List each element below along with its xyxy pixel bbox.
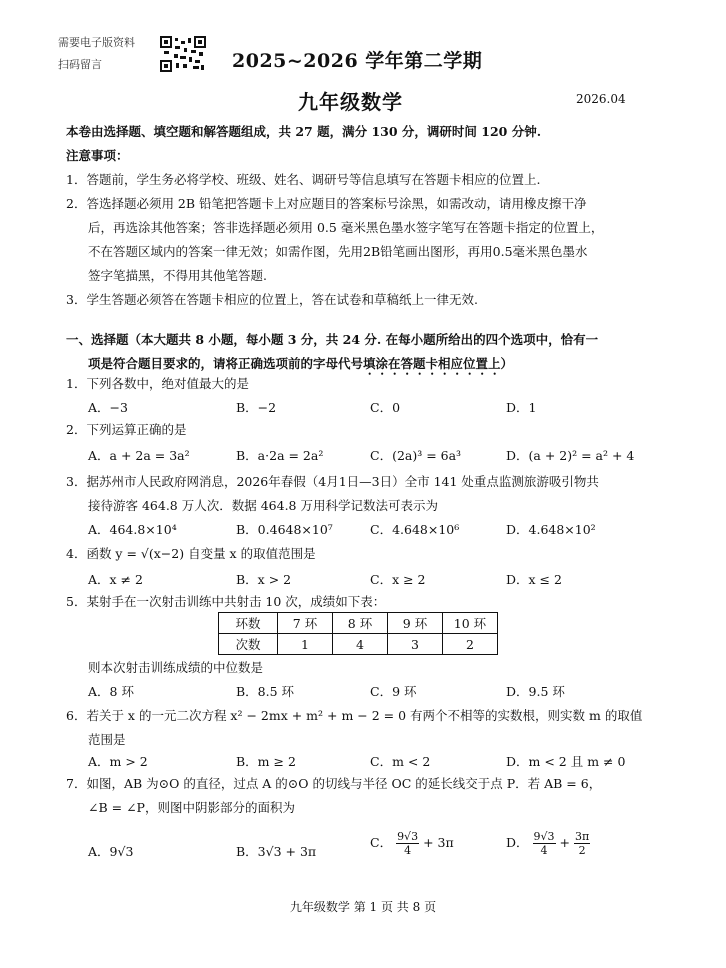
table-header-cell: 8 环 bbox=[333, 613, 388, 634]
q1-option-b[interactable]: B．−2 bbox=[236, 400, 277, 415]
notice-heading: 注意事项： bbox=[66, 148, 129, 163]
fraction-numerator: 9√3 bbox=[533, 830, 555, 843]
question-1-stem: 1．下列各数中，绝对值最大的是 bbox=[66, 376, 249, 391]
section1-heading bbox=[66, 328, 660, 378]
q6-option-c[interactable]: C．m < 2 bbox=[370, 754, 431, 769]
section1-heading-line2: 项是符合题目要求的，请将正确选项前的字母代号 bbox=[88, 356, 364, 371]
notice-item-2-cont-3: 签字笔描黑，不得用其他笔答题. bbox=[88, 268, 267, 283]
fraction-numerator: 3π bbox=[574, 830, 590, 843]
q7-option-d-label: D． bbox=[506, 835, 529, 850]
question-3-stem bbox=[66, 470, 660, 518]
table-cell: 4 bbox=[333, 634, 388, 655]
shooting-score-table bbox=[218, 612, 498, 655]
q7-option-c-fraction bbox=[396, 830, 419, 857]
q7-option-a[interactable]: A．9√3 bbox=[88, 844, 134, 859]
q7-option-c[interactable] bbox=[370, 830, 454, 857]
notice-item-3: 3．学生答题必须答在答题卡相应的位置上，答在试卷和草稿纸上一律无效. bbox=[66, 292, 478, 307]
qr-code-icon[interactable] bbox=[160, 36, 206, 72]
question-7-stem bbox=[66, 772, 660, 820]
q2-option-a[interactable]: A．a + 2a = 3a² bbox=[88, 448, 190, 463]
fraction-denominator: 4 bbox=[404, 844, 412, 857]
exam-term-title: 2025~2026 学年第二学期 bbox=[232, 50, 483, 72]
page-footer: 九年级数学 第 1 页 共 8 页 bbox=[289, 900, 437, 914]
q5-option-d[interactable]: D．9.5 环 bbox=[506, 684, 565, 699]
q7-option-c-label: C． bbox=[370, 835, 393, 850]
q4-option-a[interactable]: A．x ≠ 2 bbox=[88, 572, 143, 587]
notice-item-1: 1．答题前，学生务必将学校、班级、姓名、调研号等信息填写在答题卡相应的位置上. bbox=[66, 172, 541, 187]
q3-option-a[interactable]: A．464.8×10⁴ bbox=[88, 522, 177, 537]
table-header-cell: 环数 bbox=[219, 613, 278, 634]
q6-option-b[interactable]: B．m ≥ 2 bbox=[236, 754, 296, 769]
q7-option-d-fraction-1 bbox=[533, 830, 556, 857]
table-row bbox=[219, 613, 498, 634]
q3-stem-line1: 3．据苏州市人民政府网消息，2026年春假（4月1日—3日）全市 141 处重点监测旅游吸引物共 bbox=[66, 474, 599, 489]
q1-option-d[interactable]: D．1 bbox=[506, 400, 537, 415]
fraction-denominator: 2 bbox=[578, 844, 586, 857]
q5-option-b[interactable]: B．8.5 环 bbox=[236, 684, 295, 699]
q2-option-c[interactable]: C．(2a)³ = 6a³ bbox=[370, 448, 462, 463]
table-cell: 次数 bbox=[219, 634, 278, 655]
promo-line-1: 需要电子版资料 bbox=[58, 36, 135, 49]
table-header-cell: 10 环 bbox=[443, 613, 498, 634]
q2-option-d[interactable]: D．(a + 2)² = a² + 4 bbox=[506, 448, 635, 463]
q4-option-d[interactable]: D．x ≤ 2 bbox=[506, 572, 562, 587]
notice-item-2-cont-1: 后，再选涂其他答案；答非选择题必须用 0.5 毫米黑色墨水签字笔写在答题卡指定的位置上， bbox=[88, 220, 604, 235]
exam-intro: 本卷由选择题、填空题和解答题组成，共 27 题，满分 130 分，调研时间 120 分钟. bbox=[66, 124, 542, 139]
question-2-stem: 2．下列运算正确的是 bbox=[66, 422, 187, 437]
q7-option-d[interactable] bbox=[506, 830, 590, 857]
section1-emphasis: 填涂在答题卡相应位置上 bbox=[363, 356, 501, 371]
q7-stem-line1: 7．如图，AB 为⊙O 的直径，过点 A 的⊙O 的切线与半径 OC 的延长线交于点 P．若 AB = 6， bbox=[66, 776, 602, 791]
notice-item-2-cont-2: 不在答题区域内的答案一律无效；如需作图，先用2B铅笔画出图形，再用0.5毫米黑色墨水 bbox=[88, 244, 588, 259]
question-4-stem: 4．函数 y = √(x−2) 自变量 x 的取值范围是 bbox=[66, 546, 316, 561]
q4-option-b[interactable]: B．x > 2 bbox=[236, 572, 292, 587]
q7-option-d-fraction-2 bbox=[574, 830, 590, 857]
section1-heading-close: ） bbox=[500, 356, 514, 371]
q5-option-c[interactable]: C．9 环 bbox=[370, 684, 417, 699]
table-header-cell: 7 环 bbox=[278, 613, 333, 634]
question-6-stem bbox=[66, 704, 660, 752]
promo-line-2: 扫码留言 bbox=[58, 58, 102, 71]
table-row bbox=[219, 634, 498, 655]
q7-stem-line2: ∠B = ∠P，则图中阴影部分的面积为 bbox=[88, 800, 295, 815]
q6-option-d[interactable]: D．m < 2 且 m ≠ 0 bbox=[506, 754, 626, 769]
exam-subject-title: 九年级数学 bbox=[298, 90, 403, 114]
q1-option-c[interactable]: C．0 bbox=[370, 400, 401, 415]
q7-option-c-tail: + 3π bbox=[423, 835, 454, 850]
q6-stem-line2: 范围是 bbox=[88, 732, 126, 747]
q7-option-b[interactable]: B．3√3 + 3π bbox=[236, 844, 317, 859]
table-cell: 1 bbox=[278, 634, 333, 655]
notice-section bbox=[66, 144, 660, 312]
table-header-cell: 9 环 bbox=[388, 613, 443, 634]
q3-stem-line2: 接待游客 464.8 万人次．数据 464.8 万用科学记数法可表示为 bbox=[88, 498, 438, 513]
fraction-denominator: 4 bbox=[540, 844, 548, 857]
fraction-numerator: 9√3 bbox=[397, 830, 419, 843]
table-cell: 3 bbox=[388, 634, 443, 655]
section1-heading-line1: 一、选择题（本大题共 8 小题，每小题 3 分，共 24 分. 在每小题所给出的四个选项中，恰有一 bbox=[66, 332, 599, 347]
promo-note bbox=[58, 32, 135, 76]
q3-option-c[interactable]: C．4.648×10⁶ bbox=[370, 522, 460, 537]
q3-option-b[interactable]: B．0.4648×10⁷ bbox=[236, 522, 333, 537]
q5-option-a[interactable]: A．8 环 bbox=[88, 684, 134, 699]
q2-option-b[interactable]: B．a·2a = 2a² bbox=[236, 448, 324, 463]
q3-option-d[interactable]: D．4.648×10² bbox=[506, 522, 596, 537]
q6-option-a[interactable]: A．m > 2 bbox=[88, 754, 148, 769]
exam-date: 2026.04 bbox=[576, 92, 626, 106]
table-cell: 2 bbox=[443, 634, 498, 655]
q1-option-a[interactable]: A．−3 bbox=[88, 400, 128, 415]
question-5-stem: 5．某射手在一次射击训练中共射击 10 次，成绩如下表： bbox=[66, 594, 386, 609]
q6-stem-line1: 6．若关于 x 的一元二次方程 x² − 2mx + m² + m − 2 = 0 有两个不相等的实数根，则实数 m 的取值 bbox=[66, 708, 643, 723]
q4-option-c[interactable]: C．x ≥ 2 bbox=[370, 572, 426, 587]
notice-item-2: 2．答选择题必须用 2B 铅笔把答题卡上对应题目的答案标号涂黑，如需改动，请用橡皮擦干净 bbox=[66, 196, 587, 211]
q5-follow-text: 则本次射击训练成绩的中位数是 bbox=[88, 660, 264, 675]
q7-option-d-plus: + bbox=[559, 835, 570, 850]
